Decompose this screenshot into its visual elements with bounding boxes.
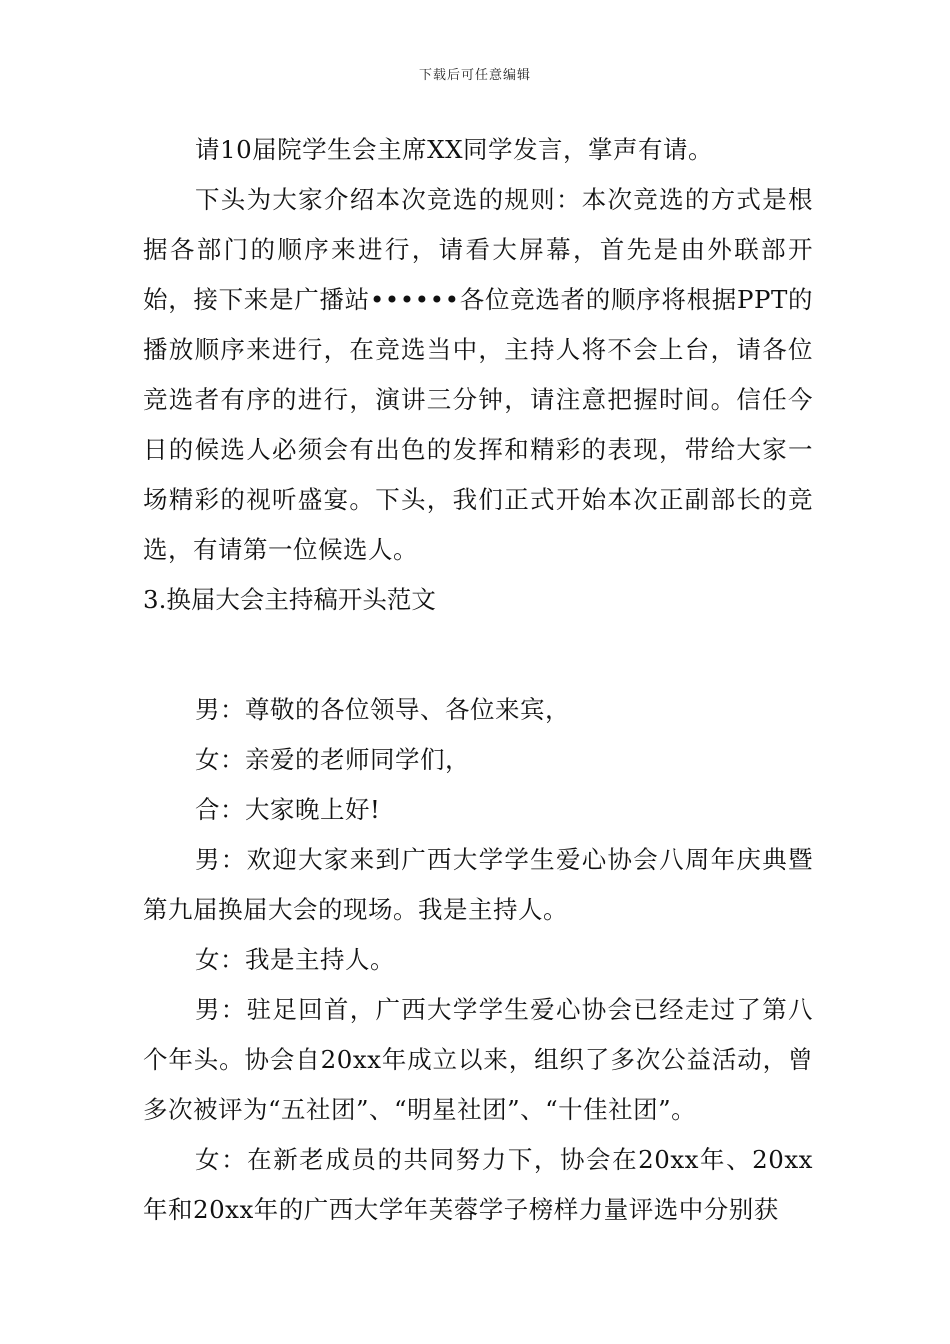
- paragraph: 女：亲爱的老师同学们，: [195, 745, 470, 774]
- paragraph: 下头为大家介绍本次竞选的规则：本次竞选的方式是根据各部门的顺序来进行，请看大屏幕，首先是由外联部开始，接下来是广播站••••••各位竞选者的顺序将根据PPT的播放顺序来进行，在竞选当中，主持人将不会上台，请各位竞选者有序的进行，演讲三分钟，请注意把握时间。信任今日的候选人必须会有出色的发挥和精彩的表现，带给大家一场精彩的视听盛宴。下头，我们正式开始本次正副部长的竞选，有请第一位候选人。: [143, 185, 813, 564]
- spacer: [143, 625, 813, 685]
- paragraph: 男：驻足回首，广西大学学生爱心协会已经走过了第八个年头。协会自20xx年成立以来，组织了多次公益活动，曾多次被评为“五社团”、“明星社团”、“十佳社团”。: [143, 995, 813, 1124]
- paragraph: 男：尊敬的各位领导、各位来宾，: [195, 695, 570, 724]
- page-header: 下载后可任意编辑: [418, 68, 531, 83]
- paragraph: 男：欢迎大家来到广西大学学生爱心协会八周年庆典暨第九届换届大会的现场。我是主持人。: [143, 845, 813, 924]
- paragraph: 女：我是主持人。: [195, 945, 395, 974]
- paragraph: 女：在新老成员的共同努力下，协会在20xx年、20xx年和20xx年的广西大学年芙蓉学子榜样力量评选中分别获: [143, 1145, 813, 1224]
- paragraph: 合：大家晚上好!: [195, 795, 381, 824]
- section-heading: 3.换届大会主持稿开头范文: [143, 585, 436, 614]
- paragraph: 请10届院学生会主席XX同学发言，掌声有请。: [195, 135, 714, 164]
- document-body: [143, 125, 813, 1235]
